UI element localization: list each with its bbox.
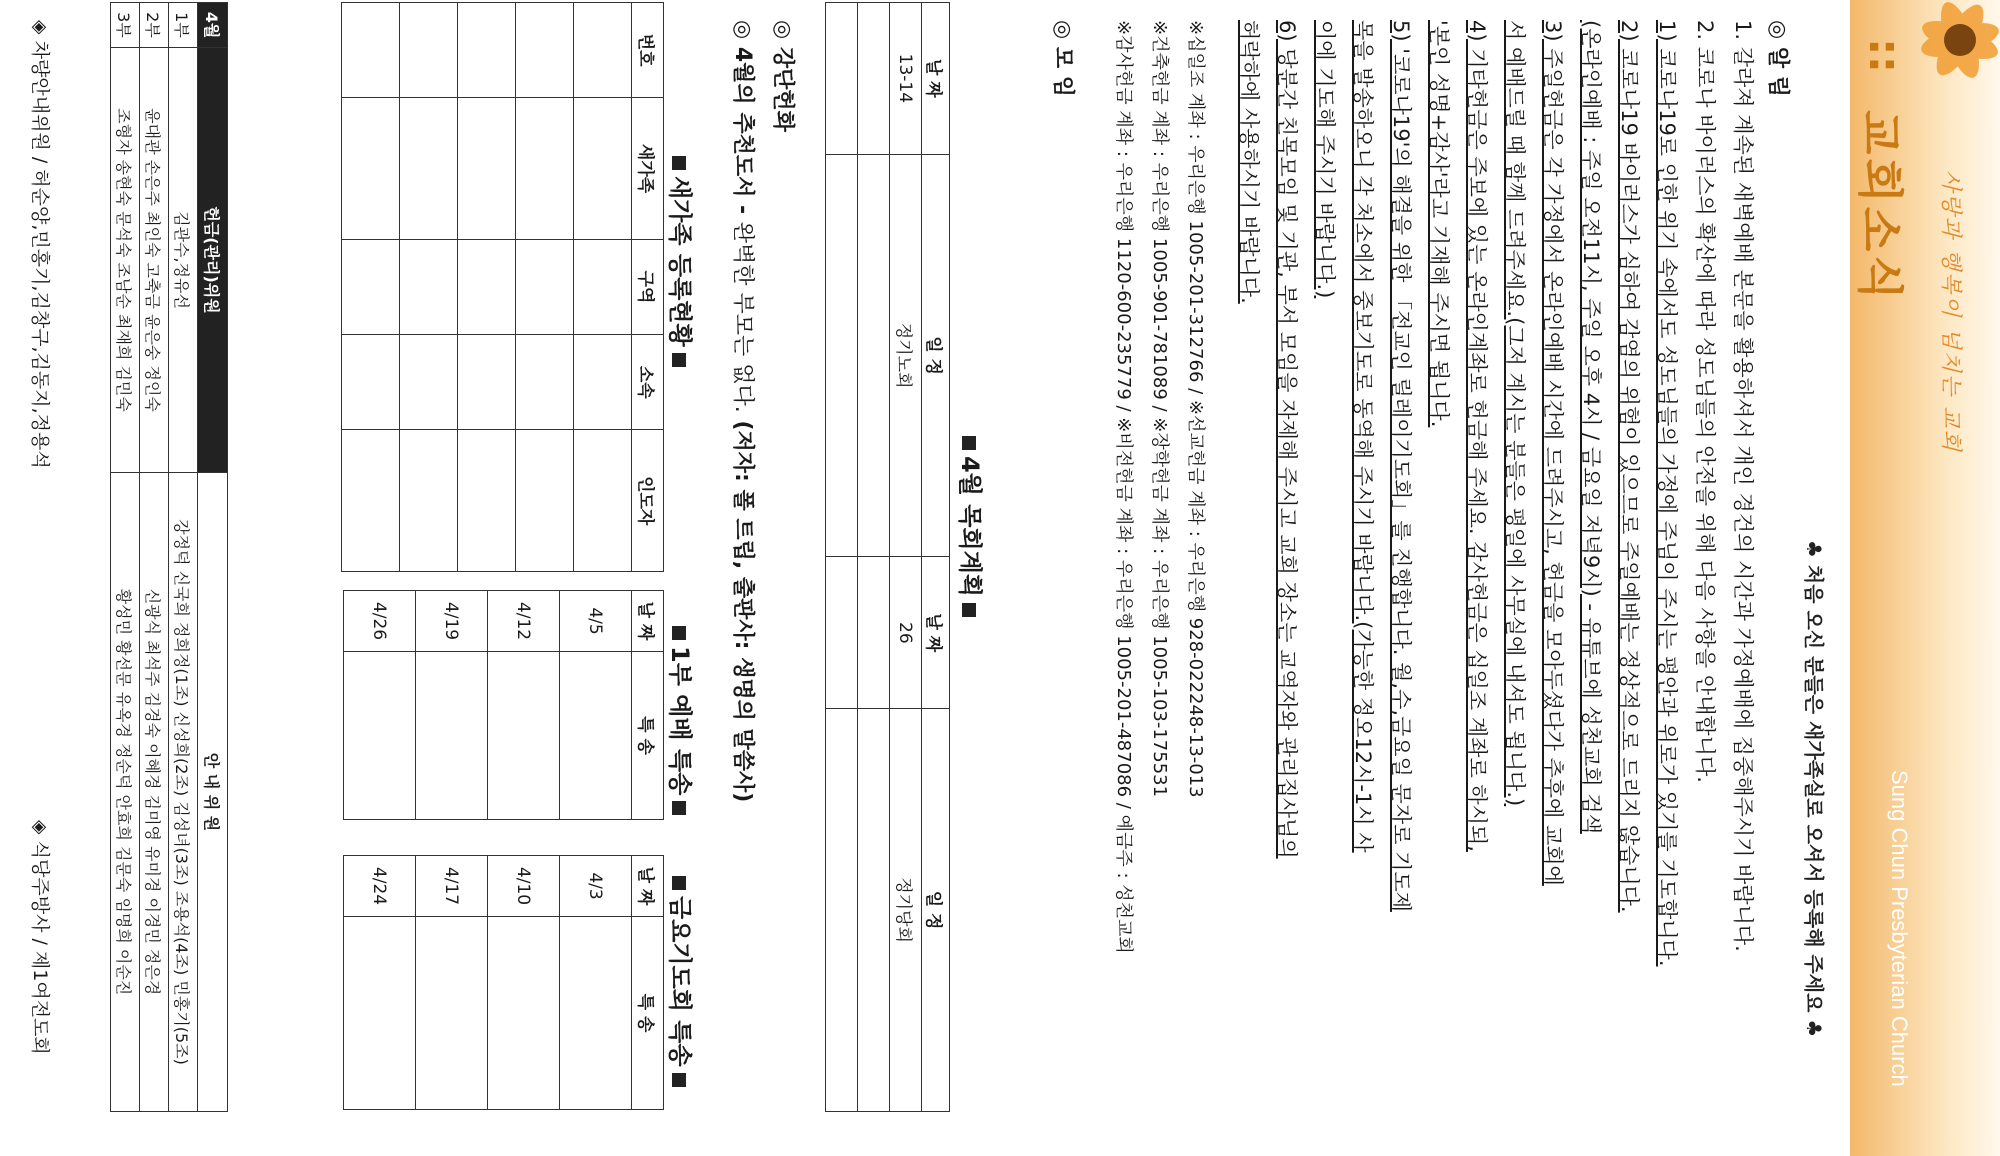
table-cell — [342, 98, 400, 240]
table-cell: 13-14 — [890, 3, 922, 155]
table-cell: 4/10 — [488, 856, 560, 917]
table-cell — [858, 557, 890, 709]
table-cell: 신광식 최석주 김경숙 이혜경 김미영 유미경 이경민 정은경 — [140, 473, 169, 1112]
table-cell — [458, 335, 516, 430]
table-cell — [826, 709, 858, 1112]
table-header: 헌금(관리)위원 — [198, 48, 228, 473]
table-cell — [344, 652, 416, 820]
table-cell — [574, 98, 632, 240]
table-cell: 2부 — [140, 3, 169, 48]
pastoral-plan-table — [825, 2, 950, 1112]
gathering-heading: ◎ 모 임 — [1050, 20, 1075, 98]
table-cell — [458, 430, 516, 572]
page-title: 교회소식 — [1853, 110, 1907, 304]
book-title: 완벽한 부모는 없다. — [730, 221, 755, 413]
table-cell — [858, 3, 890, 155]
table-cell — [488, 652, 560, 820]
table-cell: 조형자 송현숙 문석숙 조남순 최재희 김민숙 — [111, 48, 140, 473]
table-cell: 4/24 — [344, 856, 416, 917]
service1-special-title — [665, 620, 700, 821]
notices-heading: ◎ 알 림 — [1765, 20, 1790, 98]
table-header: 특 송 — [632, 652, 664, 820]
table-header: 날 짜 — [632, 591, 664, 652]
table-cell — [574, 430, 632, 572]
table-header: 안 내 위 원 — [198, 473, 228, 1112]
notice-line: 1) 코로나19로 인한 위기 속에서도 성도님들의 가정에 주님이 주시는 평안과 위로가 있기를 기도합니다. — [1655, 20, 1679, 967]
table-cell — [342, 430, 400, 572]
table-cell — [416, 652, 488, 820]
table-cell — [826, 557, 858, 709]
notice-line: 2. 코로나 바이러스의 확산에 따라 성도님들의 안전을 위해 다음 사항을 안내합니다. — [1693, 20, 1717, 783]
table-header: 날 짜 — [632, 856, 664, 917]
table-cell: 4/19 — [416, 591, 488, 652]
table-cell: 4/3 — [560, 856, 632, 917]
friday-special-title — [665, 870, 700, 1093]
notice-line: '본인 성명+감사'라고 기재해 주시면 됩니다. — [1427, 20, 1451, 428]
recommended-book — [729, 20, 760, 802]
table-cell — [342, 3, 400, 98]
table-cell — [574, 3, 632, 98]
table-cell — [858, 154, 890, 557]
guide-table — [110, 2, 228, 1112]
table-header: 번호 — [632, 3, 664, 98]
book-meta: (저자: 폴 트립, 출판사: 생명의 말씀사) — [730, 420, 755, 803]
table-cell — [342, 239, 400, 334]
table-header: 날 짜 — [922, 557, 950, 709]
pastoral-plan-title — [955, 430, 990, 623]
table-cell — [826, 154, 858, 557]
notice-line: 3) 주일헌금은 각 가정에서 온라인예배 시간에 드려주시고, 헌금을 모아두셨다가 추후에 교회에 — [1541, 20, 1565, 886]
table-header: 4월 — [198, 3, 228, 48]
table-cell — [400, 430, 458, 572]
table-cell — [516, 239, 574, 334]
table-header: 새가족 — [632, 98, 664, 240]
table-cell: 황성민 황선문 유옥경 정순덕 안효희 김문숙 임명희 이순진 — [111, 473, 140, 1112]
table-cell — [400, 3, 458, 98]
table-cell — [574, 239, 632, 334]
table-cell: 3부 — [111, 3, 140, 48]
table-cell: 강정덕 신국희 정희정(1조) 신성희(2조) 김성녀(3조) 조용석(4조) 민홍기(5조) — [169, 473, 198, 1112]
table-header: 소속 — [632, 335, 664, 430]
friday-special-title-text: 금요기도회 특송 — [666, 896, 694, 1067]
table-cell: 26 — [890, 557, 922, 709]
service1-special-table — [343, 590, 664, 820]
notice-line: 이에 기도해 주시기 바랍니다.) — [1313, 20, 1337, 299]
new-family-table — [341, 2, 664, 572]
account-line: ※건축헌금 계좌 : 우리은행 1005-901-781089 / ※장학헌금 계좌 : 우리은행 1005-103-175531 — [1149, 20, 1170, 798]
account-line: ※십일조 계좌 : 우리은행 1005-201-312766 / ※선교헌금 계좌 : 우리은행 928-022248-13-013 — [1185, 20, 1206, 798]
table-header: 일 정 — [922, 154, 950, 557]
church-name: Sung Chun Presbyterian Church — [1887, 770, 1912, 1087]
notice-line: 서 예배드릴 때 함께 드려주세요.(그저 계시는 분들은 평일에 사무실에 내셔도 됩니다.) — [1503, 20, 1527, 807]
table-cell — [574, 335, 632, 430]
table-cell — [416, 917, 488, 1110]
table-cell — [516, 335, 574, 430]
table-cell — [458, 3, 516, 98]
table-cell — [458, 98, 516, 240]
new-family-title-text: 새가족 등록현황 — [666, 176, 694, 347]
notice-line: (온라인예배 : 주일 오전11시, 주일 오후 4시 / 금요일 저녁9시) - 유튜브에 성천교회 검색 — [1579, 20, 1603, 834]
kitchen-note: ◈ 식당주방사 / 제1여전도회 — [29, 820, 51, 1055]
notice-line: 4) 기타헌금은 주보에 있는 온라인계좌로 헌금해 주세요. 감사헌금은 십일조 계좌로 하시되, — [1465, 20, 1489, 852]
service1-special-title-text: 1부 예배 특송 — [666, 646, 694, 796]
table-cell — [458, 239, 516, 334]
table-cell: 4/17 — [416, 856, 488, 917]
book-prefix: ◎ 4월의 추천도서 - — [730, 20, 755, 222]
table-cell: 1부 — [169, 3, 198, 48]
table-cell: 4/5 — [560, 591, 632, 652]
friday-special-table — [343, 855, 664, 1110]
table-cell — [516, 98, 574, 240]
pastoral-plan-title-text: 4월 목회계획 — [956, 456, 984, 597]
table-cell — [560, 917, 632, 1110]
table-cell — [560, 652, 632, 820]
table-cell: 정기노회 — [890, 154, 922, 557]
new-family-title — [665, 150, 700, 373]
account-line: ※감사헌금 계좌 : 우리은행 1120-600-235779 / ※비전헌금 계좌 : 우리은행 1005-201-487086 / 예금주 : 성천교회 — [1113, 20, 1134, 954]
table-header: 날 짜 — [922, 3, 950, 155]
notice-line: 6) 당분간 친목모임 및 기관, 부서 모임을 자제해 주시고 교회 장소는 교역자와 관리집사님의 — [1275, 20, 1299, 859]
table-cell — [400, 335, 458, 430]
notice-line: 5) '코로나19'의 해결을 위한 「전교인 릴레이기도회」를 진행합니다. 월,수,금요일 문자로 기도제 — [1389, 20, 1413, 912]
table-header: 구역 — [632, 239, 664, 334]
table-cell: 4/12 — [488, 591, 560, 652]
table-cell: 김관수,정유선 — [169, 48, 198, 473]
lecture-heading: ◎ 강단헌화 — [770, 20, 795, 132]
notice-line: 2) 코로나19 바이러스가 심하여 감염의 위험이 있으므로 주일예배는 정상적으로 드리지 않습니다. — [1617, 20, 1641, 913]
table-header: 일 정 — [922, 709, 950, 1112]
table-cell — [400, 239, 458, 334]
notice-line: 허락하에 사용하시기 바랍니다. — [1237, 20, 1261, 304]
notice-line: 1. 갈라져 계속된 새벽예배 본문을 활용하셔서 개인 경건의 시간과 가정예배에 집중해주시기 바랍니다. — [1731, 20, 1755, 952]
table-cell — [344, 917, 416, 1110]
vehicle-guide-note: ◈ 차량안내위원 / 허순양,민홍기,김창구,김동지,정용석 — [29, 20, 51, 469]
table-header: 인도자 — [632, 430, 664, 572]
church-motto: 사랑과 행복이 넘치는 교회 — [1938, 170, 1963, 453]
table-cell: 4/26 — [344, 591, 416, 652]
table-cell — [516, 3, 574, 98]
table-cell — [516, 430, 574, 572]
title-marker: :: — [1859, 38, 1910, 74]
table-header: 특 송 — [632, 917, 664, 1110]
table-cell — [342, 335, 400, 430]
visitor-note: ♣ 처음 오신 분들은 새가족실로 오셔서 등록해 주세요 ♣ — [1802, 540, 1826, 1038]
table-cell: 윤대관 손은주 최인숙 고축금 윤은숭 정인숙 — [140, 48, 169, 473]
notice-line: 목을 발송하오니 각 처소에서 중보기도로 동역해 주시기 바랍니다.(가능한 정오12시-1시 사 — [1351, 20, 1375, 853]
table-cell — [826, 3, 858, 155]
table-cell — [400, 98, 458, 240]
table-cell — [488, 917, 560, 1110]
table-cell — [858, 709, 890, 1112]
table-cell: 정기당회 — [890, 709, 922, 1112]
